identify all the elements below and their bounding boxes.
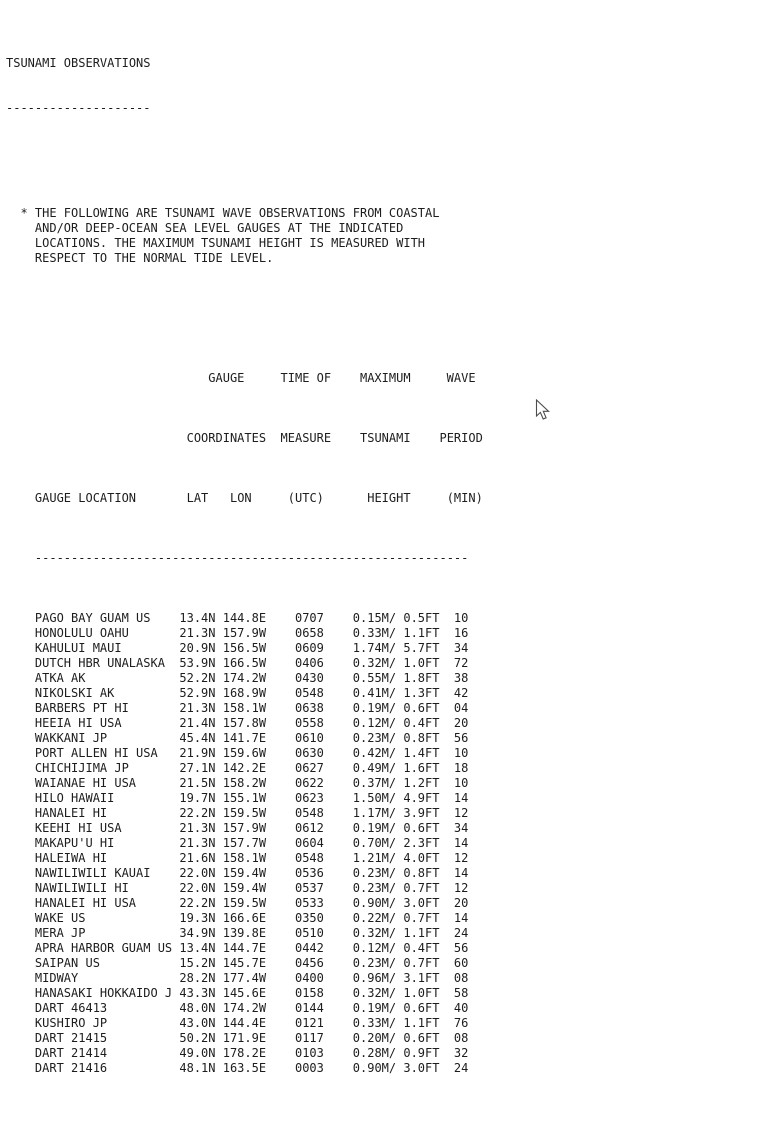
cell-time-utc: 0638 bbox=[294, 701, 324, 715]
cell-time-utc: 0350 bbox=[294, 911, 324, 925]
column-label-lat: LAT bbox=[186, 491, 209, 505]
cell-lat: 21.9N bbox=[179, 746, 216, 760]
cell-height: 0.22M/ 0.7FT bbox=[352, 911, 440, 925]
cell-location: PAGO BAY GUAM US bbox=[34, 611, 151, 625]
cell-lon: 159.4W bbox=[222, 881, 267, 895]
cell-height: 0.19M/ 0.6FT bbox=[352, 701, 440, 715]
cell-period-min: 10 bbox=[453, 776, 469, 790]
cell-time-utc: 0537 bbox=[294, 881, 324, 895]
table-row bbox=[6, 851, 483, 866]
cell-period-min: 32 bbox=[453, 1046, 469, 1060]
cell-lat: 15.2N bbox=[179, 956, 216, 970]
cell-period-min: 56 bbox=[453, 941, 469, 955]
table-row bbox=[6, 836, 483, 851]
table-row bbox=[6, 941, 483, 956]
table-row bbox=[6, 1046, 483, 1061]
cell-height: 0.33M/ 1.1FT bbox=[352, 626, 440, 640]
cell-height: 0.12M/ 0.4FT bbox=[352, 941, 440, 955]
cell-lon: 163.5E bbox=[222, 1061, 267, 1075]
cell-period-min: 58 bbox=[453, 986, 469, 1000]
cell-lat: 21.4N bbox=[179, 716, 216, 730]
cell-period-min: 08 bbox=[453, 971, 469, 985]
cell-location: CHICHIJIMA JP bbox=[34, 761, 129, 775]
column-label-time-of: TIME OF bbox=[280, 371, 332, 385]
cell-lon: 168.9W bbox=[222, 686, 267, 700]
cell-lat: 43.0N bbox=[179, 1016, 216, 1030]
table-row bbox=[6, 671, 483, 686]
cell-lon: 174.2W bbox=[222, 671, 267, 685]
cell-time-utc: 0627 bbox=[294, 761, 324, 775]
note-line bbox=[6, 206, 483, 221]
table-row bbox=[6, 956, 483, 971]
table-row bbox=[6, 896, 483, 911]
cell-height: 0.23M/ 0.7FT bbox=[352, 956, 440, 970]
cell-period-min: 12 bbox=[453, 851, 469, 865]
cell-time-utc: 0612 bbox=[294, 821, 324, 835]
cell-lon: 166.6E bbox=[222, 911, 267, 925]
cell-lat: 27.1N bbox=[179, 761, 216, 775]
cell-location: KAHULUI MAUI bbox=[34, 641, 122, 655]
table-separator: ------------------------------------------------------------ bbox=[34, 551, 469, 565]
column-label-wave: WAVE bbox=[446, 371, 476, 385]
cell-lon: 156.5W bbox=[222, 641, 267, 655]
table-row bbox=[6, 1001, 483, 1016]
cell-lat: 48.1N bbox=[179, 1061, 216, 1075]
cell-lon: 155.1W bbox=[222, 791, 267, 805]
table-header-line-3 bbox=[6, 491, 483, 506]
cell-lat: 50.2N bbox=[179, 1031, 216, 1045]
cell-lat: 21.3N bbox=[179, 626, 216, 640]
cell-location: DART 46413 bbox=[34, 1001, 108, 1015]
cell-period-min: 16 bbox=[453, 626, 469, 640]
cell-lat: 22.2N bbox=[179, 806, 216, 820]
cell-location: HEEIA HI USA bbox=[34, 716, 122, 730]
table-row bbox=[6, 611, 483, 626]
table-rows bbox=[6, 611, 483, 1076]
cell-time-utc: 0533 bbox=[294, 896, 324, 910]
cell-period-min: 20 bbox=[453, 716, 469, 730]
table-row bbox=[6, 626, 483, 641]
cell-location: HANALEI HI USA bbox=[34, 896, 137, 910]
column-label-measure: MEASURE bbox=[280, 431, 332, 445]
table-row bbox=[6, 716, 483, 731]
table-row bbox=[6, 746, 483, 761]
bulletin-text bbox=[6, 11, 483, 1121]
cell-lon: 159.4W bbox=[222, 866, 267, 880]
note-line-text: AND/OR DEEP-OCEAN SEA LEVEL GAUGES AT THE INDICATED bbox=[34, 221, 404, 235]
cell-location: SAIPAN US bbox=[34, 956, 100, 970]
column-label-maximum: MAXIMUM bbox=[359, 371, 411, 385]
cell-height: 0.12M/ 0.4FT bbox=[352, 716, 440, 730]
blank-line bbox=[6, 311, 483, 326]
cell-lat: 48.0N bbox=[179, 1001, 216, 1015]
cell-location: KEEHI HI USA bbox=[34, 821, 122, 835]
cell-location: NAWILIWILI KAUAI bbox=[34, 866, 151, 880]
cell-time-utc: 0121 bbox=[294, 1016, 324, 1030]
cell-time-utc: 0548 bbox=[294, 686, 324, 700]
cell-period-min: 14 bbox=[453, 911, 469, 925]
column-label-gauge-location: GAUGE LOCATION bbox=[34, 491, 137, 505]
cell-height: 1.21M/ 4.0FT bbox=[352, 851, 440, 865]
cell-time-utc: 0442 bbox=[294, 941, 324, 955]
cell-time-utc: 0003 bbox=[294, 1061, 324, 1075]
cell-time-utc: 0158 bbox=[294, 986, 324, 1000]
cell-height: 0.32M/ 1.0FT bbox=[352, 656, 440, 670]
cell-period-min: 56 bbox=[453, 731, 469, 745]
cell-period-min: 34 bbox=[453, 641, 469, 655]
cell-height: 0.37M/ 1.2FT bbox=[352, 776, 440, 790]
table-row bbox=[6, 881, 483, 896]
note-line bbox=[6, 236, 483, 251]
cell-height: 0.90M/ 3.0FT bbox=[352, 1061, 440, 1075]
cell-location: WAKE US bbox=[34, 911, 86, 925]
cell-lat: 13.4N bbox=[179, 941, 216, 955]
cell-lon: 159.6W bbox=[222, 746, 267, 760]
cell-lat: 22.0N bbox=[179, 881, 216, 895]
cell-period-min: 24 bbox=[453, 1061, 469, 1075]
cell-lon: 139.8E bbox=[222, 926, 267, 940]
cell-period-min: 12 bbox=[453, 881, 469, 895]
cell-time-utc: 0610 bbox=[294, 731, 324, 745]
table-row bbox=[6, 731, 483, 746]
table-row bbox=[6, 1031, 483, 1046]
cell-period-min: 14 bbox=[453, 836, 469, 850]
table-row bbox=[6, 1061, 483, 1076]
cell-height: 0.49M/ 1.6FT bbox=[352, 761, 440, 775]
cell-location: HALEIWA HI bbox=[34, 851, 108, 865]
cell-height: 0.55M/ 1.8FT bbox=[352, 671, 440, 685]
column-label-coordinates: COORDINATES bbox=[186, 431, 267, 445]
cell-lon: 171.9E bbox=[222, 1031, 267, 1045]
cell-lon: 177.4W bbox=[222, 971, 267, 985]
cell-height: 0.70M/ 2.3FT bbox=[352, 836, 440, 850]
cell-lon: 157.9W bbox=[222, 821, 267, 835]
cell-location: NAWILIWILI HI bbox=[34, 881, 129, 895]
cell-location: WAKKANI JP bbox=[34, 731, 108, 745]
cell-location: MERA JP bbox=[34, 926, 86, 940]
cell-time-utc: 0658 bbox=[294, 626, 324, 640]
cell-location: NIKOLSKI AK bbox=[34, 686, 115, 700]
cell-height: 0.19M/ 0.6FT bbox=[352, 821, 440, 835]
cell-height: 0.32M/ 1.1FT bbox=[352, 926, 440, 940]
cell-lon: 174.2W bbox=[222, 1001, 267, 1015]
cell-period-min: 18 bbox=[453, 761, 469, 775]
blank-line bbox=[6, 146, 483, 161]
table-row bbox=[6, 926, 483, 941]
cell-time-utc: 0558 bbox=[294, 716, 324, 730]
cell-lat: 22.2N bbox=[179, 896, 216, 910]
table-row bbox=[6, 911, 483, 926]
cell-location: MIDWAY bbox=[34, 971, 79, 985]
cell-period-min: 14 bbox=[453, 791, 469, 805]
cell-time-utc: 0430 bbox=[294, 671, 324, 685]
table-row bbox=[6, 761, 483, 776]
cell-time-utc: 0103 bbox=[294, 1046, 324, 1060]
cell-period-min: 76 bbox=[453, 1016, 469, 1030]
column-label-gauge: GAUGE bbox=[208, 371, 245, 385]
cell-period-min: 40 bbox=[453, 1001, 469, 1015]
cell-height: 0.90M/ 3.0FT bbox=[352, 896, 440, 910]
cell-height: 1.17M/ 3.9FT bbox=[352, 806, 440, 820]
table-row bbox=[6, 791, 483, 806]
cell-lat: 21.3N bbox=[179, 821, 216, 835]
cell-period-min: 04 bbox=[453, 701, 469, 715]
cell-period-min: 72 bbox=[453, 656, 469, 670]
cell-height: 1.50M/ 4.9FT bbox=[352, 791, 440, 805]
cell-time-utc: 0144 bbox=[294, 1001, 324, 1015]
cell-period-min: 24 bbox=[453, 926, 469, 940]
cell-period-min: 08 bbox=[453, 1031, 469, 1045]
cell-location: BARBERS PT HI bbox=[34, 701, 129, 715]
cell-lat: 13.4N bbox=[179, 611, 216, 625]
cell-height: 0.20M/ 0.6FT bbox=[352, 1031, 440, 1045]
cell-period-min: 34 bbox=[453, 821, 469, 835]
cell-height: 0.33M/ 1.1FT bbox=[352, 1016, 440, 1030]
cell-time-utc: 0707 bbox=[294, 611, 324, 625]
cell-lat: 34.9N bbox=[179, 926, 216, 940]
table-header-line-1 bbox=[6, 371, 483, 386]
cell-lat: 52.2N bbox=[179, 671, 216, 685]
cell-lat: 20.9N bbox=[179, 641, 216, 655]
table-row bbox=[6, 971, 483, 986]
cell-lon: 157.7W bbox=[222, 836, 267, 850]
cell-lat: 45.4N bbox=[179, 731, 216, 745]
cell-height: 0.96M/ 3.1FT bbox=[352, 971, 440, 985]
column-label-tsunami: TSUNAMI bbox=[360, 431, 411, 445]
cell-period-min: 60 bbox=[453, 956, 469, 970]
cell-lat: 22.0N bbox=[179, 866, 216, 880]
note-bullet: * bbox=[20, 206, 28, 220]
column-label-period: PERIOD bbox=[439, 431, 483, 445]
cell-period-min: 38 bbox=[453, 671, 469, 685]
cell-lon: 145.6E bbox=[222, 986, 267, 1000]
cell-location: KUSHIRO JP bbox=[34, 1016, 108, 1030]
cell-height: 0.23M/ 0.7FT bbox=[352, 881, 440, 895]
note-line-text: RESPECT TO THE NORMAL TIDE LEVEL. bbox=[34, 251, 274, 265]
cell-lon: 142.2E bbox=[222, 761, 267, 775]
cell-lat: 53.9N bbox=[179, 656, 216, 670]
cell-location: MAKAPU'U HI bbox=[34, 836, 115, 850]
cell-height: 0.15M/ 0.5FT bbox=[352, 611, 440, 625]
cell-height: 0.32M/ 1.0FT bbox=[352, 986, 440, 1000]
cell-lat: 21.6N bbox=[179, 851, 216, 865]
cell-period-min: 12 bbox=[453, 806, 469, 820]
cell-time-utc: 0609 bbox=[294, 641, 324, 655]
cell-location: PORT ALLEN HI USA bbox=[34, 746, 158, 760]
note bbox=[6, 206, 483, 266]
cell-lat: 19.3N bbox=[179, 911, 216, 925]
cell-location: HILO HAWAII bbox=[34, 791, 115, 805]
cell-lat: 21.3N bbox=[179, 836, 216, 850]
title-underline: -------------------- bbox=[6, 101, 151, 115]
table-row bbox=[6, 656, 483, 671]
cell-lon: 144.4E bbox=[222, 1016, 267, 1030]
cell-time-utc: 0604 bbox=[294, 836, 324, 850]
cell-lon: 166.5W bbox=[222, 656, 267, 670]
mouse-cursor-icon bbox=[535, 399, 553, 423]
cell-lat: 49.0N bbox=[179, 1046, 216, 1060]
cell-time-utc: 0548 bbox=[294, 851, 324, 865]
cell-location: WAIANAE HI USA bbox=[34, 776, 137, 790]
table-row bbox=[6, 686, 483, 701]
table-row bbox=[6, 776, 483, 791]
table-row bbox=[6, 866, 483, 881]
cell-location: DART 21416 bbox=[34, 1061, 108, 1075]
column-label-utc: (UTC) bbox=[287, 491, 324, 505]
table-row bbox=[6, 821, 483, 836]
table-header-line-2 bbox=[6, 431, 483, 446]
cell-location: APRA HARBOR GUAM US bbox=[34, 941, 173, 955]
table-row bbox=[6, 701, 483, 716]
cell-period-min: 10 bbox=[453, 746, 469, 760]
cell-lat: 43.3N bbox=[179, 986, 216, 1000]
cell-lon: 158.2W bbox=[222, 776, 267, 790]
cell-lon: 144.8E bbox=[222, 611, 267, 625]
cell-time-utc: 0400 bbox=[294, 971, 324, 985]
column-label-min: (MIN) bbox=[446, 491, 483, 505]
cell-location: DART 21415 bbox=[34, 1031, 108, 1045]
cell-lat: 21.5N bbox=[179, 776, 216, 790]
cell-lat: 19.7N bbox=[179, 791, 216, 805]
cell-time-utc: 0510 bbox=[294, 926, 324, 940]
cell-time-utc: 0630 bbox=[294, 746, 324, 760]
cell-time-utc: 0117 bbox=[294, 1031, 324, 1045]
cell-time-utc: 0456 bbox=[294, 956, 324, 970]
cell-lon: 159.5W bbox=[222, 806, 267, 820]
cell-period-min: 20 bbox=[453, 896, 469, 910]
cell-lon: 144.7E bbox=[222, 941, 267, 955]
cell-location: HONOLULU OAHU bbox=[34, 626, 129, 640]
note-line-text: LOCATIONS. THE MAXIMUM TSUNAMI HEIGHT IS MEASURED WITH bbox=[34, 236, 426, 250]
cell-time-utc: 0622 bbox=[294, 776, 324, 790]
cell-height: 0.23M/ 0.8FT bbox=[352, 731, 440, 745]
cell-lon: 157.9W bbox=[222, 626, 267, 640]
cell-height: 1.74M/ 5.7FT bbox=[352, 641, 440, 655]
cell-time-utc: 0406 bbox=[294, 656, 324, 670]
cell-height: 0.23M/ 0.8FT bbox=[352, 866, 440, 880]
cell-location: HANALEI HI bbox=[34, 806, 108, 820]
cell-time-utc: 0536 bbox=[294, 866, 324, 880]
cell-time-utc: 0548 bbox=[294, 806, 324, 820]
cell-lon: 178.2E bbox=[222, 1046, 267, 1060]
note-line bbox=[6, 221, 483, 236]
cell-location: DART 21414 bbox=[34, 1046, 108, 1060]
cell-period-min: 10 bbox=[453, 611, 469, 625]
cell-lat: 52.9N bbox=[179, 686, 216, 700]
cell-location: HANASAKI HOKKAIDO J bbox=[34, 986, 173, 1000]
page-title: TSUNAMI OBSERVATIONS bbox=[6, 56, 151, 70]
cell-lon: 145.7E bbox=[222, 956, 267, 970]
cell-lat: 21.3N bbox=[179, 701, 216, 715]
table-row bbox=[6, 1016, 483, 1031]
cell-period-min: 14 bbox=[453, 866, 469, 880]
cell-lon: 158.1W bbox=[222, 701, 267, 715]
cell-height: 0.41M/ 1.3FT bbox=[352, 686, 440, 700]
cell-lon: 157.8W bbox=[222, 716, 267, 730]
cell-lon: 141.7E bbox=[222, 731, 267, 745]
note-line bbox=[6, 251, 483, 266]
table-row bbox=[6, 986, 483, 1001]
table-row bbox=[6, 806, 483, 821]
cell-location: ATKA AK bbox=[34, 671, 86, 685]
cell-height: 0.28M/ 0.9FT bbox=[352, 1046, 440, 1060]
cell-lon: 159.5W bbox=[222, 896, 267, 910]
cell-lat: 28.2N bbox=[179, 971, 216, 985]
cell-time-utc: 0623 bbox=[294, 791, 324, 805]
column-label-height: HEIGHT bbox=[367, 491, 411, 505]
cell-height: 0.19M/ 0.6FT bbox=[352, 1001, 440, 1015]
cell-lon: 158.1W bbox=[222, 851, 267, 865]
cell-period-min: 42 bbox=[453, 686, 469, 700]
note-line-text: THE FOLLOWING ARE TSUNAMI WAVE OBSERVATIONS FROM COASTAL bbox=[34, 206, 440, 220]
cell-height: 0.42M/ 1.4FT bbox=[352, 746, 440, 760]
column-label-lon: LON bbox=[229, 491, 252, 505]
table-row bbox=[6, 641, 483, 656]
cell-location: DUTCH HBR UNALASKA bbox=[34, 656, 165, 670]
